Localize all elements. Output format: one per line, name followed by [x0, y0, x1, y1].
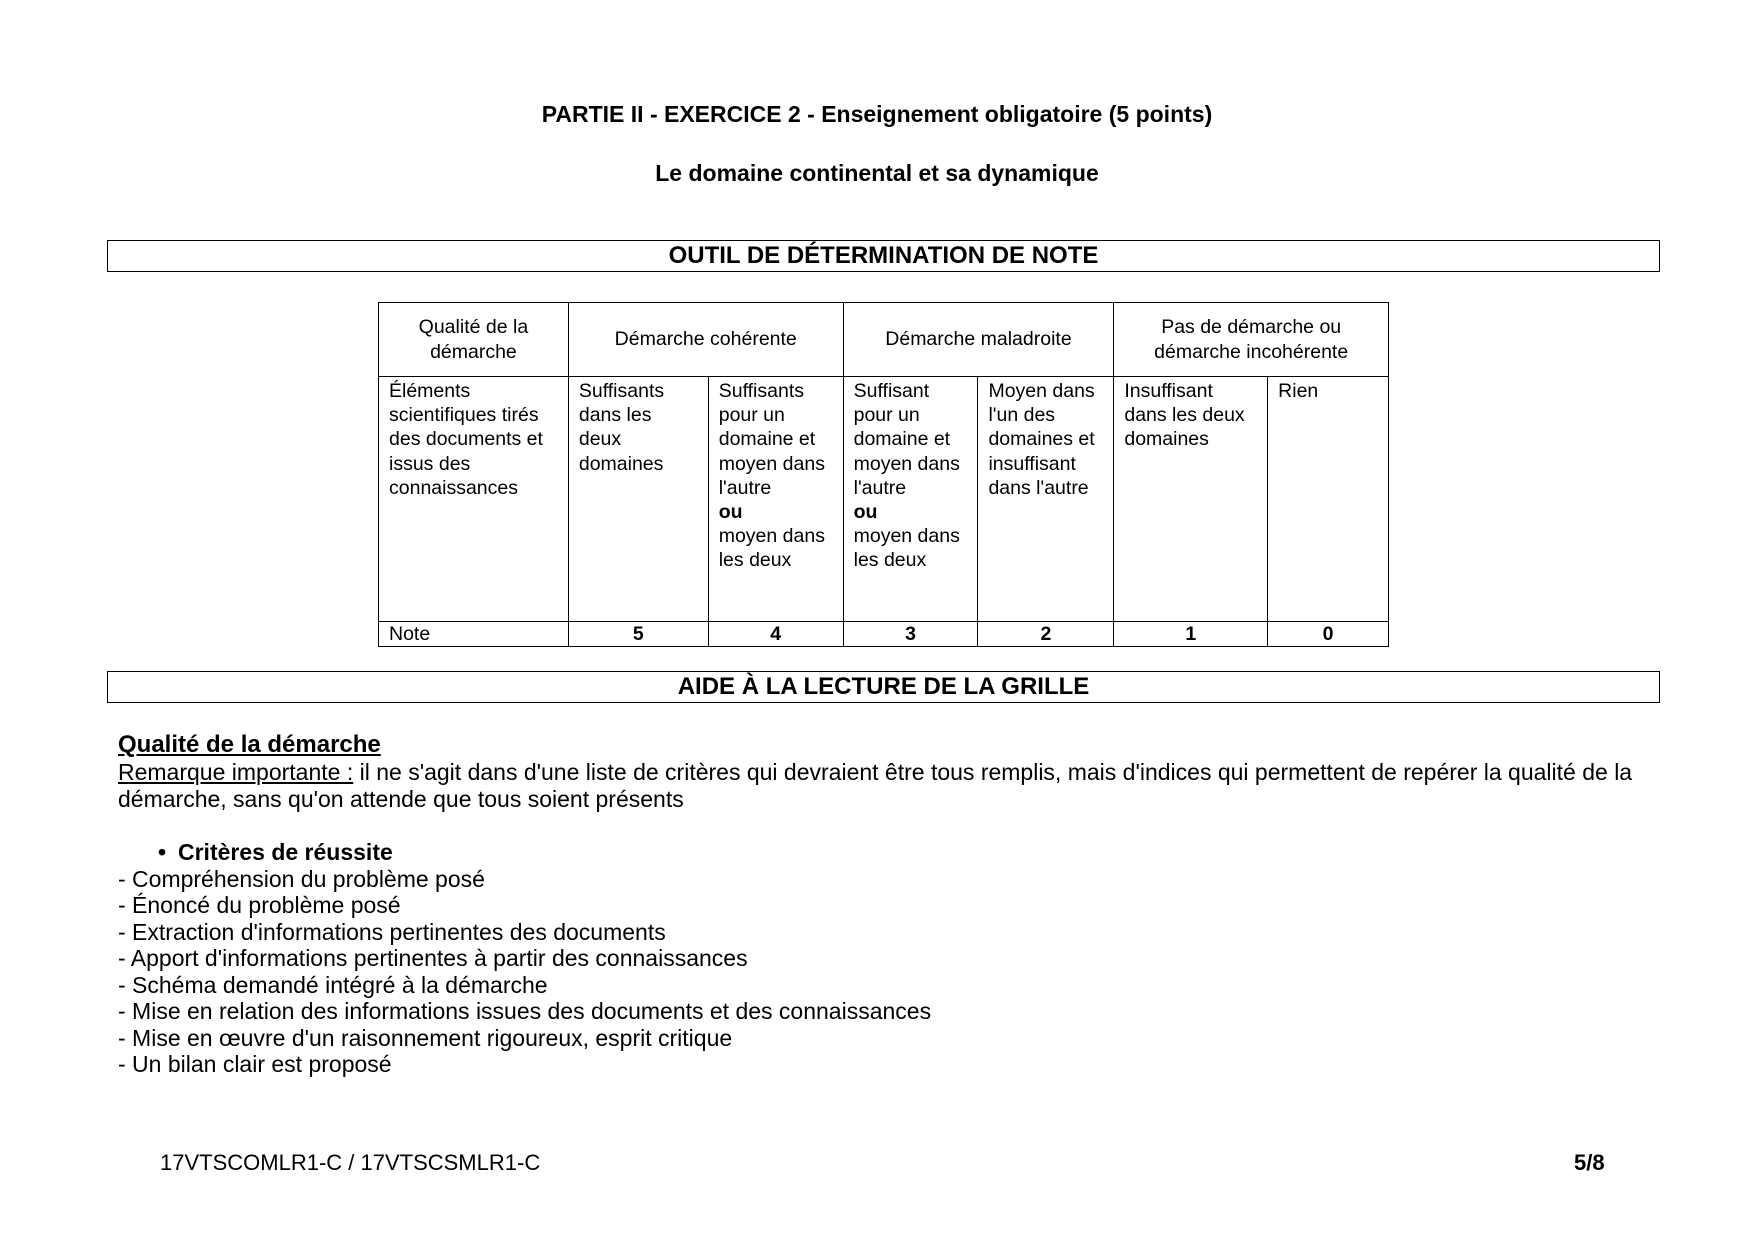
- grading-grid: [378, 302, 1389, 647]
- note-value-5: 5: [568, 622, 708, 647]
- criteria-cell-4: [708, 377, 843, 622]
- reading-guide: [118, 731, 1658, 1078]
- note-value-0: 0: [1268, 622, 1389, 647]
- criteria-item: - Un bilan clair est proposé: [118, 1051, 392, 1077]
- grid-header-row: [379, 303, 1389, 377]
- criteria-heading-text: Critères de réussite: [178, 839, 393, 865]
- footer-page-number: 5/8: [1574, 1150, 1605, 1175]
- criteria-cell-2: Moyen dans l'un des domaines et insuffisant dans l'autre: [978, 377, 1114, 622]
- note-value-3: 3: [843, 622, 978, 647]
- criteria-cell-4-or: ou: [718, 501, 743, 524]
- criteria-item: - Compréhension du problème posé: [118, 865, 485, 892]
- criteria-cell-1: Insuffisant dans les deux domaines: [1114, 377, 1268, 622]
- guide-remark-text: il ne s'agit dans d'une liste de critères qui devraient être tous remplis, mais d'indices qui permettent de repérer la qualité de la démarche, sans qu'on attende que tous soient présents: [118, 759, 1633, 812]
- header-cell-awkward: Démarche maladroite: [843, 303, 1114, 377]
- criteria-cell-3-text-a: Suffisant pour un domaine et moyen dans l'autre: [853, 380, 960, 499]
- criteria-cell-4-text-b: moyen dans les deux: [718, 525, 825, 572]
- page-title: PARTIE II - EXERCICE 2 - Enseignement obligatoire (5 points): [541, 101, 1213, 127]
- criteria-cell-3-or: ou: [853, 501, 878, 524]
- note-value-4: 4: [708, 622, 843, 647]
- criteria-heading: [118, 839, 1658, 866]
- guide-remark: [118, 759, 1658, 812]
- note-label-cell: Note: [379, 622, 569, 647]
- criteria-list: [118, 866, 1658, 1078]
- criteria-item: - Énoncé du problème posé: [118, 892, 401, 918]
- criteria-label-cell: Éléments scientifiques tirés des documents et issus des connaissances: [379, 377, 569, 622]
- banner-outil-note: OUTIL DE DÉTERMINATION DE NOTE: [107, 240, 1660, 272]
- guide-section-title: Qualité de la démarche: [118, 731, 381, 758]
- header-cell-coherent: Démarche cohérente: [568, 303, 843, 377]
- footer-exam-code: 17VTSCOMLR1-C / 17VTSCSMLR1-C: [160, 1150, 541, 1175]
- criteria-item: - Extraction d'informations pertinentes des documents: [118, 918, 666, 945]
- criteria-cell-0: Rien: [1268, 377, 1389, 622]
- guide-remark-label: Remarque importante :: [118, 759, 354, 785]
- bullet-icon: •: [158, 839, 167, 865]
- criteria-item: - Mise en relation des informations issues des documents et des connaissances: [118, 998, 932, 1024]
- criteria-item: - Mise en œuvre d'un raisonnement rigoureux, esprit critique: [118, 1024, 733, 1051]
- grid-criteria-row: [379, 377, 1389, 622]
- page-subtitle: Le domaine continental et sa dynamique: [655, 160, 1099, 186]
- note-value-1: 1: [1114, 622, 1268, 647]
- note-value-2: 2: [978, 622, 1114, 647]
- criteria-cell-3-text-b: moyen dans les deux: [853, 525, 960, 572]
- header-cell-quality: Qualité de la démarche: [379, 303, 569, 377]
- criteria-cell-5: Suffisants dans les deux domaines: [568, 377, 708, 622]
- banner-aide-lecture: AIDE À LA LECTURE DE LA GRILLE: [107, 671, 1660, 703]
- header-cell-incoherent: Pas de démarche ou démarche incohérente: [1114, 303, 1389, 377]
- grid-note-row: [379, 622, 1389, 647]
- criteria-item: - Schéma demandé intégré à la démarche: [118, 971, 548, 998]
- criteria-cell-3: [843, 377, 978, 622]
- criteria-item: - Apport d'informations pertinentes à partir des connaissances: [118, 945, 748, 971]
- criteria-cell-4-text-a: Suffisants pour un domaine et moyen dans l'autre: [718, 380, 825, 499]
